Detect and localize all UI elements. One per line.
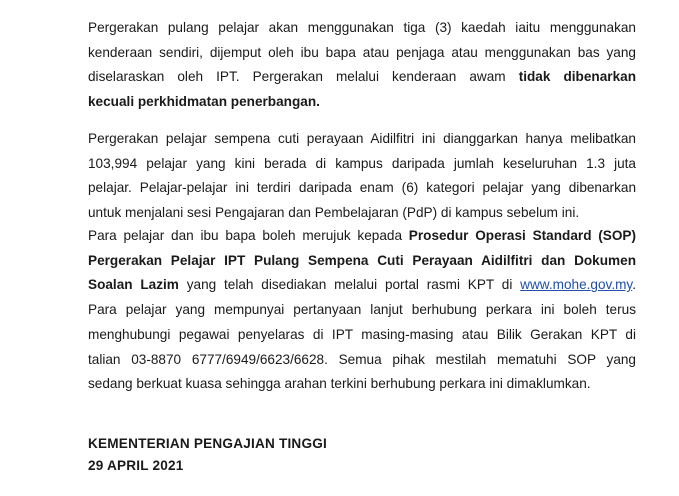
paragraph-student-count (88, 127, 636, 226)
paragraph-sop-reference (88, 224, 636, 397)
paragraph-line (88, 224, 636, 249)
bold-text: Prosedur Operasi Standard (SOP) (408, 228, 637, 243)
paragraph-line: pelajar. Pelajar-pelajar ini terdiri daripada enam (6) kategori pelajar yang dibenarkan (88, 180, 636, 196)
paragraph-line: talian 03-8870 6777/6949/6623/6628. Semua pihak mestilah mematuhi SOP yang (88, 351, 636, 367)
paragraph-line (88, 273, 636, 298)
paragraph-line (88, 65, 636, 90)
paragraph-line: sedang berkuat kuasa sehingga arahan terkini berhubung perkara ini dimaklumkan. (88, 376, 591, 392)
document-date: 29 APRIL 2021 (88, 458, 184, 473)
bold-text: kecuali perkhidmatan penerbangan. (88, 94, 320, 110)
paragraph-text: diselaraskan oleh IPT. Pergerakan melalui kenderaan awam (88, 69, 519, 85)
paragraph-line: Para pelajar yang mempunyai pertanyaan lanjut berhubung perkara ini boleh terus (88, 302, 636, 318)
paragraph-line: Pergerakan pulang pelajar akan menggunakan tiga (3) kaedah iaitu menggunakan (88, 20, 636, 35)
paragraph-line: 103,994 pelajar yang kini berada di kampus daripada jumlah keseluruhan 1.3 juta (88, 155, 636, 171)
paragraph-line: Pergerakan pelajar sempena cuti perayaan Aidilfitri ini dianggarkan hanya melibatkan (88, 131, 636, 146)
paragraph-text: Para pelajar dan ibu bapa boleh merujuk kepada (88, 228, 409, 243)
mohe-website-link[interactable]: www.mohe.gov.my (520, 277, 633, 293)
bold-text: Pergerakan Pelajar IPT Pulang Sempena Cuti Perayaan Aidilfitri dan Dokumen (88, 252, 636, 268)
bold-text: Soalan Lazim (88, 277, 179, 293)
paragraph-travel-methods (88, 16, 636, 115)
paragraph-line: untuk menjalani sesi Pengajaran dan Pembelajaran (PdP) di kampus sebelum ini. (88, 205, 580, 221)
paragraph-line: kenderaan sendiri, dijemput oleh ibu bapa atau penjaga atau menggunakan bas yang (88, 44, 636, 60)
ministry-name: KEMENTERIAN PENGAJIAN TINGGI (88, 436, 327, 451)
paragraph-text: . (632, 277, 636, 293)
paragraph-text: yang telah disediakan melalui portal rasmi KPT di (178, 277, 521, 293)
bold-text: tidak dibenarkan (518, 69, 636, 85)
paragraph-line: menghubungi pegawai penyelaras di IPT masing-masing atau Bilik Gerakan KPT di (88, 326, 636, 342)
